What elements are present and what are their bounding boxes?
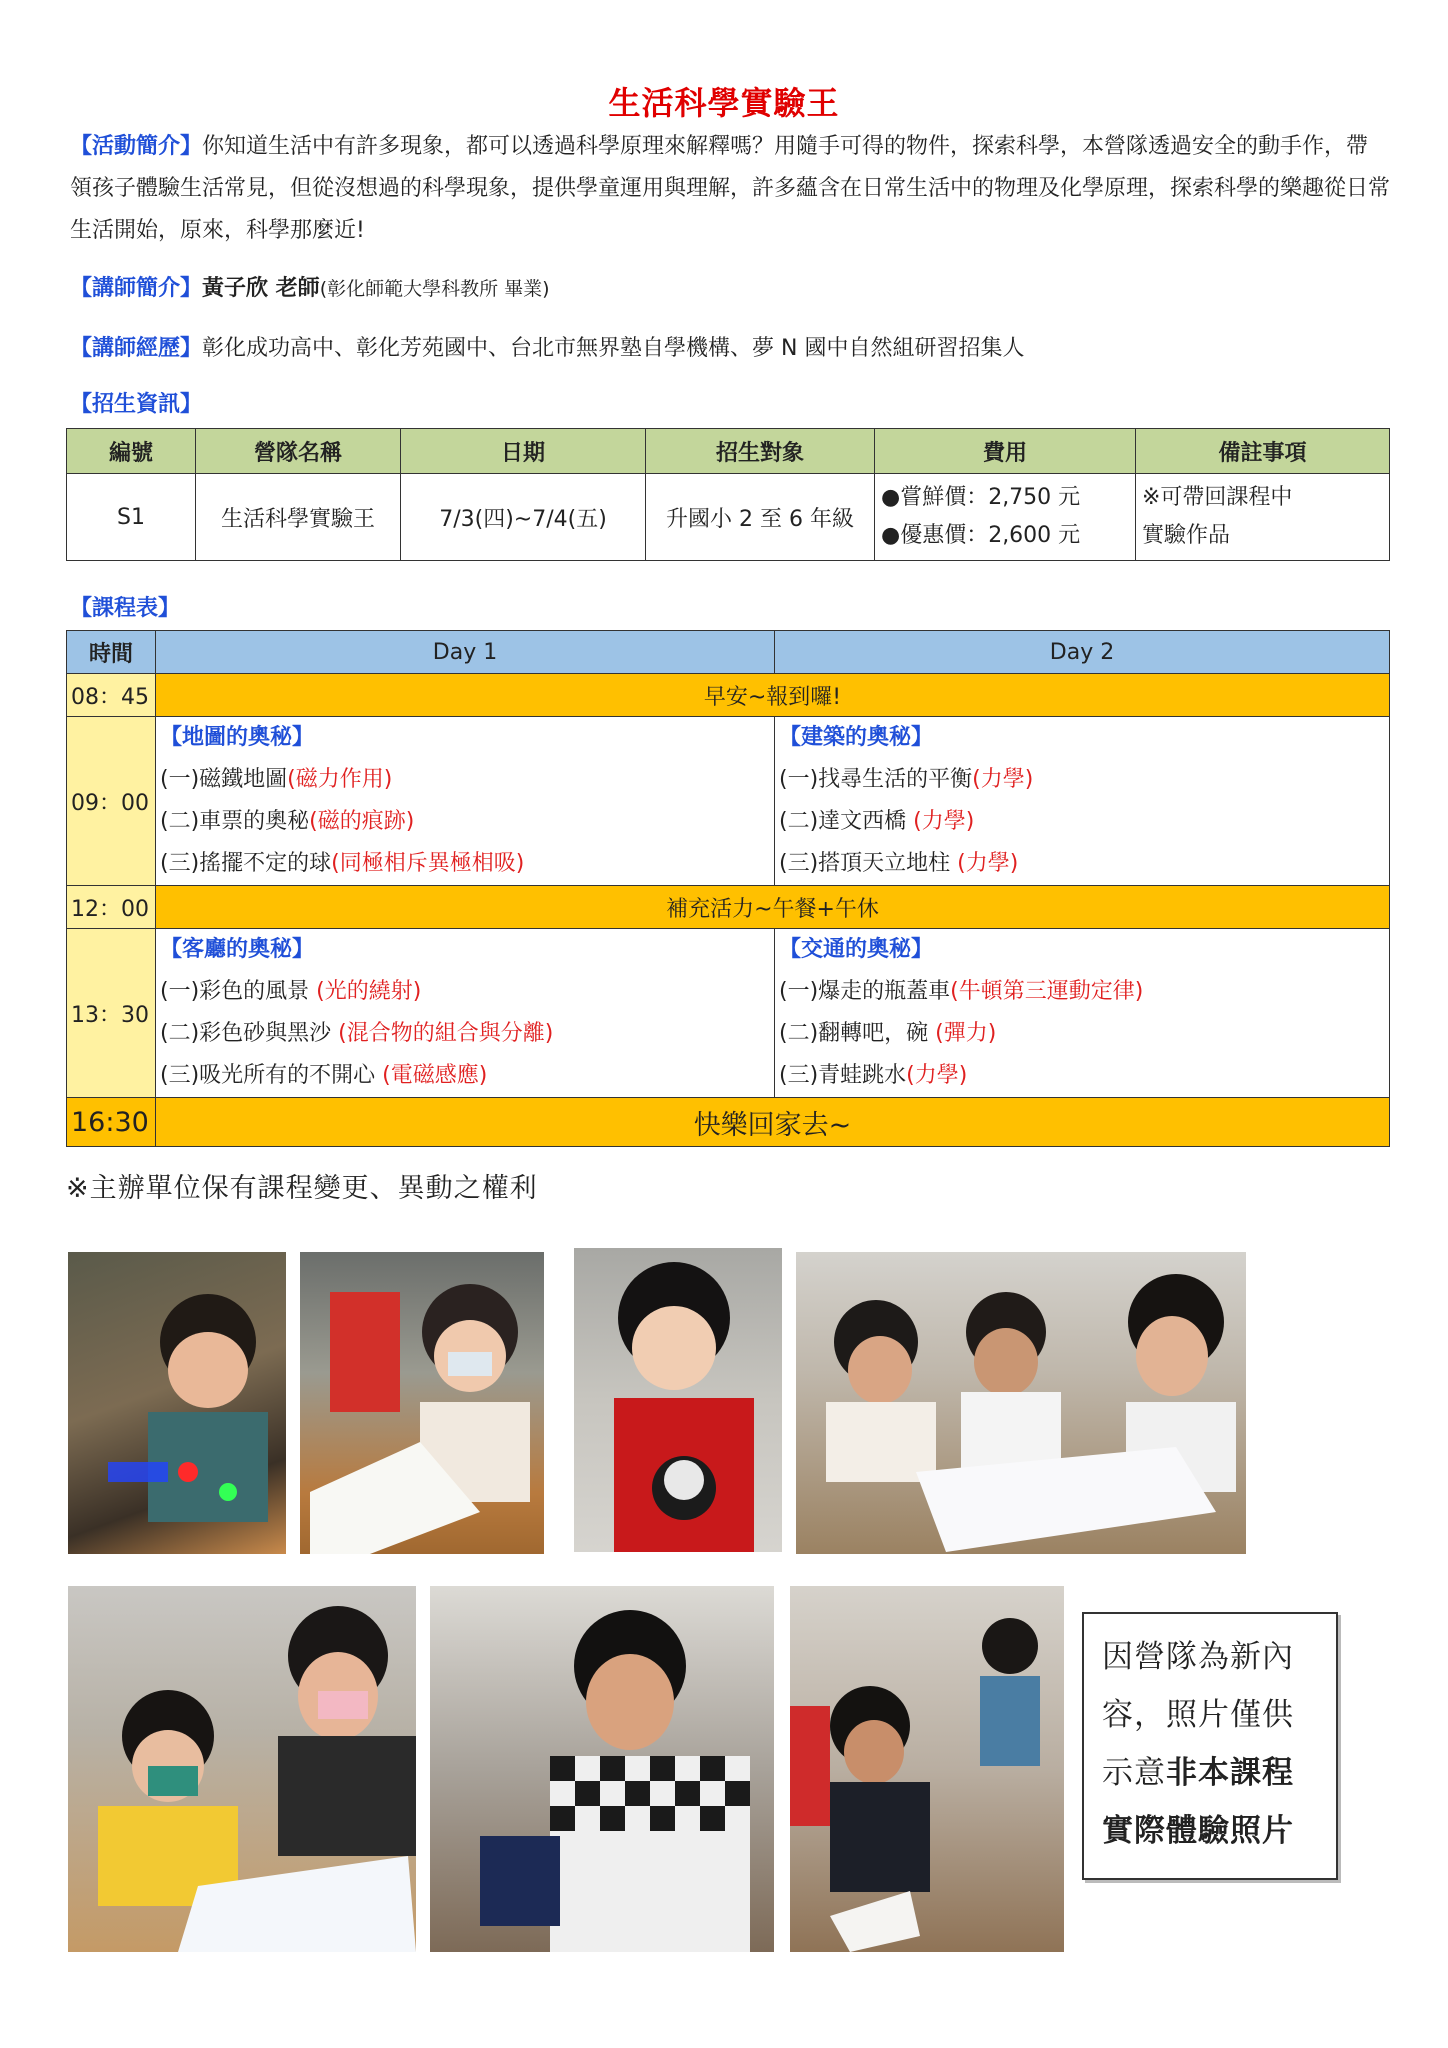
session-item: (三)搖擺不定的球(同極相斥異極相吸) xyxy=(160,851,525,876)
header-cell: 招生對象 xyxy=(646,429,875,474)
session-day1-morning xyxy=(156,717,775,886)
session-day2-morning xyxy=(775,717,1390,886)
camp-fee xyxy=(875,474,1136,561)
photo-child-checkered-shirt xyxy=(430,1586,774,1952)
time-cell: 08：45 xyxy=(67,674,156,717)
photo-children-reading xyxy=(796,1252,1246,1554)
disclaimer-line: 因營隊為新內 xyxy=(1102,1639,1294,1675)
teacher-paragraph xyxy=(70,268,1390,310)
fee-early: ●嘗鮮價：2,750 元 xyxy=(881,485,1081,510)
session-item: (一)彩色的風景 (光的繞射) xyxy=(160,979,422,1004)
session-item: (一)找尋生活的平衡(力學) xyxy=(779,767,1034,792)
camp-id: S1 xyxy=(67,474,196,561)
time-header: 時間 xyxy=(67,631,156,674)
recruit-heading: 【招生資訊】 xyxy=(70,392,203,417)
session-item: (二)彩色砂與黑沙 (混合物的組合與分離) xyxy=(160,1021,554,1046)
note-line: ※可帶回課程中 xyxy=(1142,485,1293,510)
header-cell: 日期 xyxy=(401,429,646,474)
table-row xyxy=(67,674,1390,717)
session-day2-afternoon xyxy=(775,929,1390,1098)
checkin-bar: 早安~報到囉! xyxy=(156,674,1390,717)
photo-disclaimer-box xyxy=(1082,1612,1338,1880)
page-title: 生活科學實驗王 xyxy=(608,84,840,122)
note-line: 實驗作品 xyxy=(1142,523,1231,548)
schedule-table xyxy=(66,630,1390,1147)
photo-teacher-and-child xyxy=(68,1586,416,1952)
time-cell: 16:30 xyxy=(67,1098,156,1147)
disclaimer-emphasis: 非本課程 xyxy=(1166,1755,1294,1791)
photo-child-mask xyxy=(300,1252,544,1554)
camp-name: 生活科學實驗王 xyxy=(196,474,401,561)
session-item: (一)爆走的瓶蓋車(牛頓第三運動定律) xyxy=(779,979,1144,1004)
recruit-header-row xyxy=(67,429,1390,474)
session-item: (三)青蛙跳水(力學) xyxy=(779,1063,968,1088)
experience-paragraph xyxy=(70,328,1390,370)
time-cell: 12：00 xyxy=(67,886,156,929)
header-cell: 費用 xyxy=(875,429,1136,474)
end-bar: 快樂回家去~ xyxy=(156,1098,1390,1147)
intro-paragraph xyxy=(70,126,1390,252)
session-title: 【客廳的奧秘】 xyxy=(160,937,315,962)
fee-discount: ●優惠價：2,600 元 xyxy=(881,523,1081,548)
session-title: 【建築的奧秘】 xyxy=(779,725,934,750)
lunch-bar: 補充活力~午餐+午休 xyxy=(156,886,1390,929)
table-row xyxy=(67,929,1390,1098)
session-item: (二)車票的奧秘(磁的痕跡) xyxy=(160,809,415,834)
camp-date: 7/3(四)~7/4(五) xyxy=(401,474,646,561)
intro-text: 你知道生活中有許多現象，都可以透過科學原理來解釋嗎？用隨手可得的物件，探索科學，本營隊透過安全的動手作，帶領孩子體驗生活常見，但從沒想過的科學現象，提供學童運用與理解，許多蘊含在日常生活中的物理及化學原理，探索科學的樂趣從日常生活開始，原來，科學那麼近! xyxy=(70,134,1391,243)
header-cell: 編號 xyxy=(67,429,196,474)
table-row xyxy=(67,886,1390,929)
disclaimer-line: 示意 xyxy=(1102,1755,1166,1791)
session-title: 【地圖的奧秘】 xyxy=(160,725,315,750)
recruit-table xyxy=(66,428,1390,561)
schedule-header-row xyxy=(67,631,1390,674)
photo-children-classroom xyxy=(790,1586,1064,1952)
camp-target: 升國小 2 至 6 年級 xyxy=(646,474,875,561)
experience-text: 彰化成功高中、彰化芳苑國中、台北市無界塾自學機構、夢 N 國中自然組研習招集人 xyxy=(202,336,1025,361)
disclaimer-line: 實際體驗照片 xyxy=(1102,1813,1294,1849)
day1-header: Day 1 xyxy=(156,631,775,674)
footnote: ※主辦單位保有課程變更、異動之權利 xyxy=(66,1173,538,1204)
photo-child-led-lights xyxy=(68,1252,286,1554)
session-item: (一)磁鐵地圖(磁力作用) xyxy=(160,767,393,792)
time-cell: 09：00 xyxy=(67,717,156,886)
header-cell: 備註事項 xyxy=(1136,429,1390,474)
table-row xyxy=(67,1098,1390,1147)
time-cell: 13：30 xyxy=(67,929,156,1098)
photo-child-angry-bird-shirt xyxy=(574,1248,782,1552)
session-title: 【交通的奧秘】 xyxy=(779,937,934,962)
teacher-name: 黃子欣 老師 xyxy=(202,276,320,301)
experience-label: 【講師經歷】 xyxy=(70,336,203,361)
session-day1-afternoon xyxy=(156,929,775,1098)
session-item: (二)達文西橋 (力學) xyxy=(779,809,975,834)
table-row xyxy=(67,474,1390,561)
session-item: (三)吸光所有的不開心 (電磁感應) xyxy=(160,1063,488,1088)
intro-label: 【活動簡介】 xyxy=(70,134,203,159)
schedule-heading: 【課程表】 xyxy=(70,596,181,621)
table-row xyxy=(67,717,1390,886)
teacher-detail: (彰化師範大學科教所 畢業) xyxy=(319,278,550,300)
teacher-label: 【講師簡介】 xyxy=(70,276,203,301)
session-item: (三)搭頂天立地柱 (力學) xyxy=(779,851,1019,876)
header-cell: 營隊名稱 xyxy=(196,429,401,474)
day2-header: Day 2 xyxy=(775,631,1390,674)
disclaimer-line: 容，照片僅供 xyxy=(1102,1697,1294,1733)
session-item: (二)翻轉吧，碗 (彈力) xyxy=(779,1021,997,1046)
camp-note xyxy=(1136,474,1390,561)
